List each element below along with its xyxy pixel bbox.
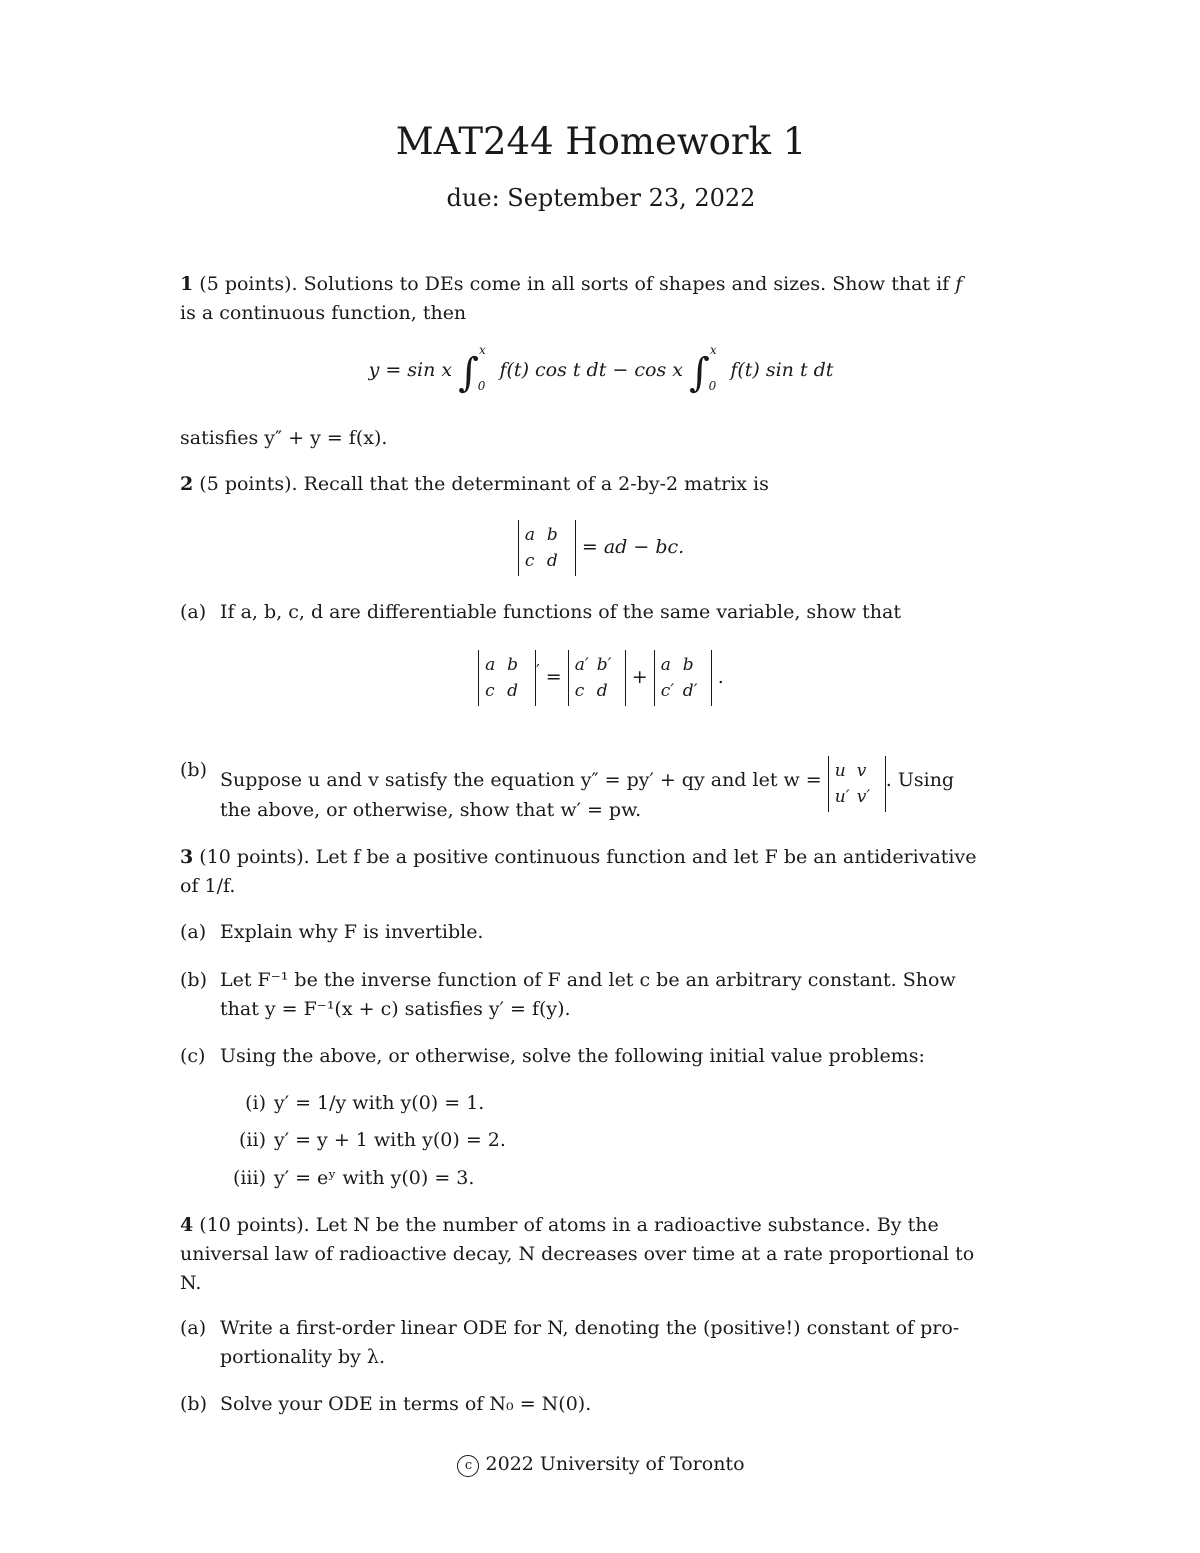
eq-end: f(t) sin t dt: [730, 359, 834, 381]
problem-2-points: (5 points).: [199, 473, 298, 495]
part-text: Using the above, or otherwise, solve the following initial value problems:: [220, 1045, 925, 1067]
page-title: MAT244 Homework 1: [395, 120, 807, 163]
int-upper-limit: x: [709, 343, 717, 357]
part-text: [220, 1314, 1022, 1372]
problem-1-number: 1: [180, 273, 194, 295]
int-upper-limit: x: [479, 343, 486, 357]
problem-4-text-c: N.: [180, 1272, 202, 1294]
problem-3-points: (10 points).: [199, 846, 310, 868]
problem-1-text-b: is a continuous function, then: [180, 302, 467, 324]
eq-mid: f(t) cos t dt − cos x: [499, 359, 683, 381]
problem-1-equation: [180, 343, 1022, 396]
part-text-a: Suppose u and v satisfy the equation y″ = py′ + qy and let w =: [220, 769, 822, 791]
due-date: due: September 23, 2022: [446, 184, 756, 212]
part-text-line2: the above, or otherwise, show that w′ = pw.: [220, 799, 642, 821]
problem-1-statement: 1 (5 points). Solutions to DEs come in all sorts of shapes and sizes. Show that if f is a continuous function, then: [180, 273, 963, 324]
problem-1-after: satisfies y″ + y = f(x).: [180, 427, 388, 449]
problem-2-statement: [180, 470, 1022, 499]
sub-text: y′ = eʸ with y(0) = 3.: [274, 1167, 475, 1189]
part-label: (b): [180, 759, 207, 781]
matrix-abcd: a b c d: [518, 520, 576, 576]
part-label: (a): [180, 601, 207, 623]
det-rhs: = ad − bc.: [581, 536, 685, 558]
problem-4-points: (10 points).: [199, 1214, 310, 1236]
part-label: (a): [180, 1317, 207, 1339]
part-text: Solve your ODE in terms of N₀ = N(0).: [220, 1393, 592, 1415]
part-text: If a, b, c, d are differentiable functions of the same variable, show that: [220, 601, 901, 623]
part-text-line1: Let F⁻¹ be the inverse function of F and let c be an arbitrary constant. Show: [220, 969, 956, 991]
sub-text: y′ = y + 1 with y(0) = 2.: [274, 1129, 506, 1151]
matrix-row1-derivative: a′ b′ c d: [568, 650, 626, 706]
matrix-row2-derivative: a b c′ d′: [654, 650, 712, 706]
part-text-line2: that y = F⁻¹(x + c) satisfies y′ = f(y).: [220, 998, 571, 1020]
problem-3-number: 3: [180, 846, 194, 868]
copyright-footer: [180, 1450, 1022, 1479]
int-lower-limit: 0: [477, 379, 486, 393]
int-lower-limit: 0: [708, 379, 717, 393]
problem-4-statement: [180, 1211, 1022, 1298]
matrix-abcd: a b c d: [478, 650, 536, 706]
determinant-derivative: a b c d′ = a′ b′ c d + a b c′ d′ .: [180, 650, 1022, 706]
problem-4-number: 4: [180, 1214, 194, 1236]
problem-3-text-b: of 1/f.: [180, 875, 236, 897]
part-text: Explain why F is invertible.: [220, 921, 484, 943]
problem-3-statement: [180, 843, 1022, 901]
part-label: (b): [180, 1393, 207, 1415]
copyright-icon: c: [457, 1455, 479, 1477]
copyright-text: 2022 University of Toronto: [485, 1453, 745, 1475]
sub-label: (i): [245, 1092, 266, 1114]
part-label: (a): [180, 921, 207, 943]
problem-4-text-b: universal law of radioactive decay, N decreases over time at a rate proportional to: [180, 1243, 975, 1265]
sub-label: (ii): [239, 1129, 266, 1151]
part-label: (b): [180, 969, 207, 991]
problem-2-text: Recall that the determinant of a 2-by-2 matrix is: [303, 473, 769, 495]
part-label: (c): [180, 1045, 206, 1067]
matrix-wronskian: u v u′ v′: [828, 756, 886, 812]
problem-4-text-a: Let N be the number of atoms in a radioactive substance. By the: [315, 1214, 939, 1236]
determinant-definition: [180, 520, 1022, 576]
part-text: [220, 966, 1022, 1024]
part-text-line1: Write a first-order linear ODE for N, denoting the (positive!) constant of pro-: [220, 1317, 960, 1339]
problem-2-number: 2: [180, 473, 194, 495]
integral-sign: ∫: [689, 350, 710, 396]
part-text-b: . Using: [885, 769, 955, 791]
problem-1-text-a: Solutions to DEs come in all sorts of shapes and sizes. Show that if: [303, 273, 950, 295]
integral-sign: ∫: [458, 350, 480, 396]
problem-3-text-a: Let f be a positive continuous function and let F be an antiderivative: [315, 846, 977, 868]
homework-page: [180, 0, 1022, 1553]
sub-label: (iii): [232, 1167, 266, 1189]
problem-1-points: (5 points).: [199, 273, 298, 295]
part-text-line2: portionality by λ.: [220, 1346, 385, 1368]
sub-text: y′ = 1/y with y(0) = 1.: [274, 1092, 485, 1114]
eq-lhs: y = sin x: [368, 359, 453, 381]
